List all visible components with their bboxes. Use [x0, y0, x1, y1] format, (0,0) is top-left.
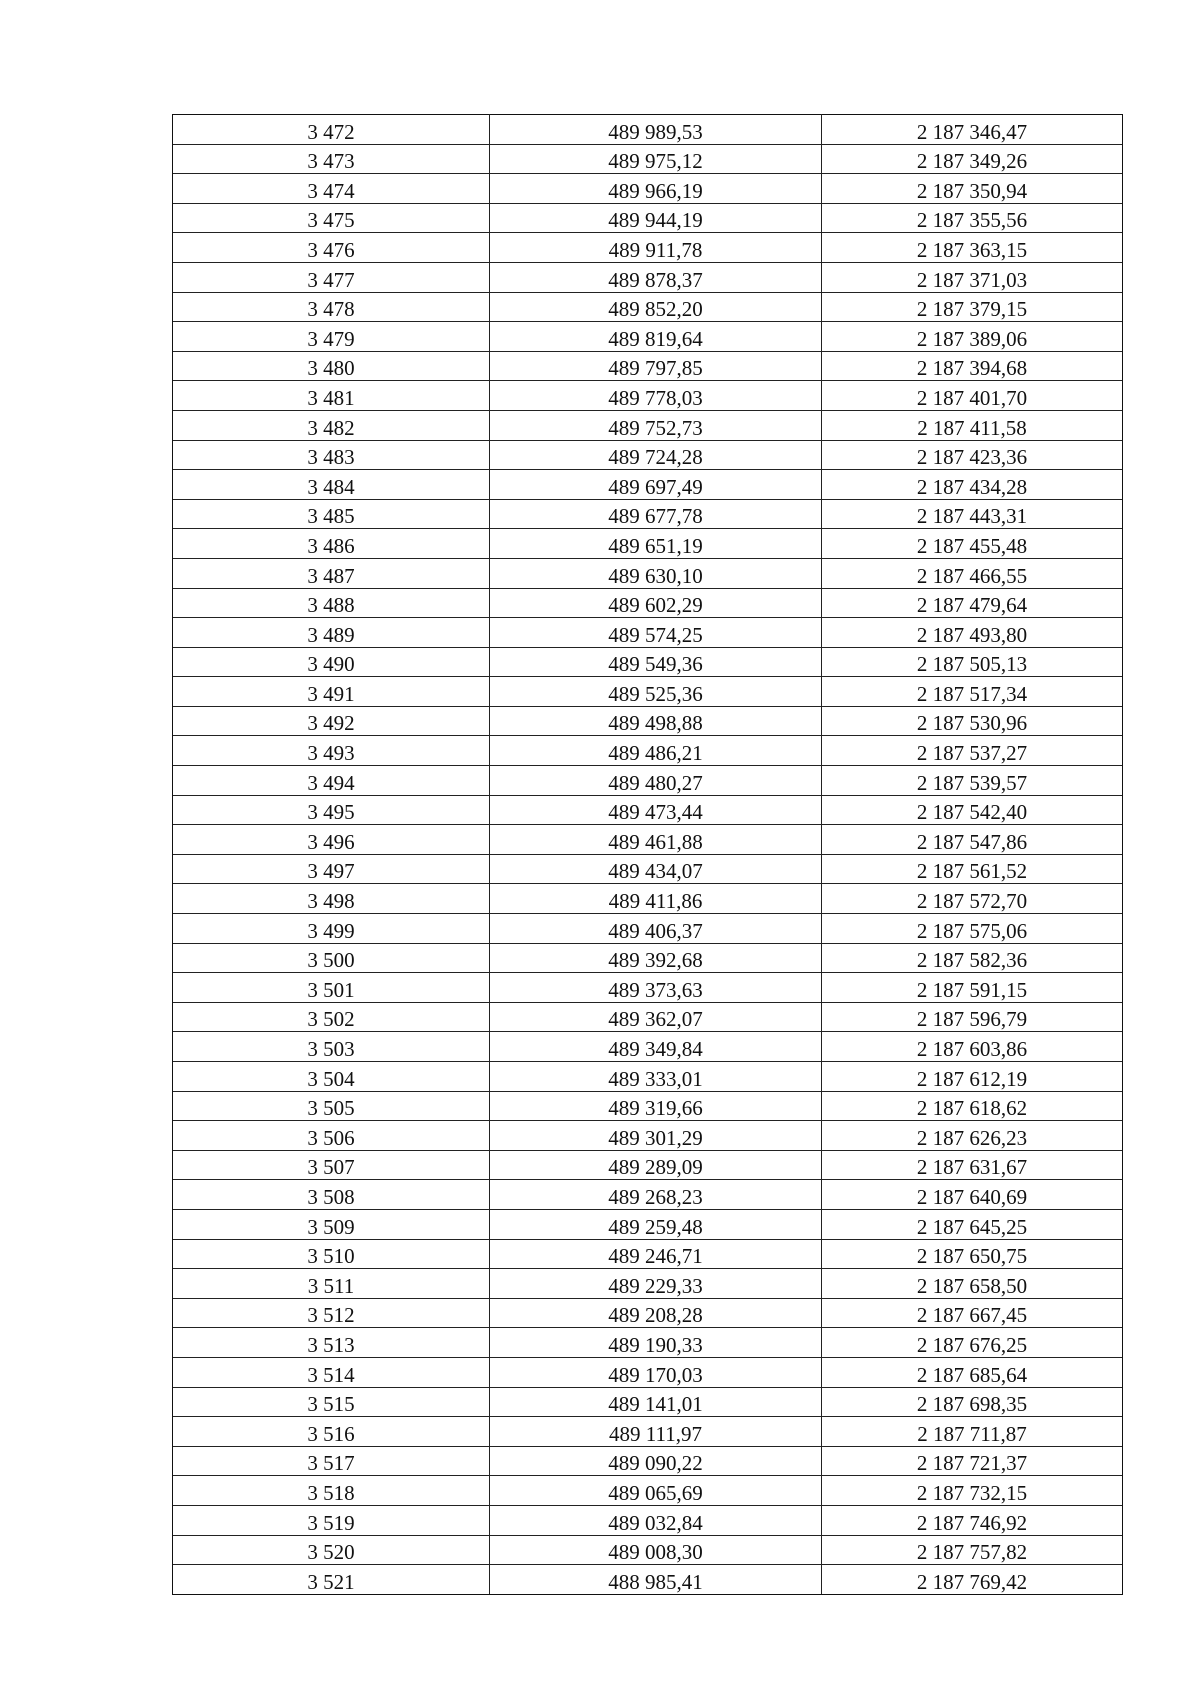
x-coordinate-cell: 489 486,21	[490, 736, 822, 766]
point-number-cell: 3 477	[173, 262, 490, 292]
y-coordinate-cell: 2 187 443,31	[822, 499, 1123, 529]
table-row	[173, 1150, 1123, 1180]
y-coordinate-cell: 2 187 650,75	[822, 1239, 1123, 1269]
x-coordinate-cell: 489 301,29	[490, 1121, 822, 1151]
table-row	[173, 1180, 1123, 1210]
table-row	[173, 943, 1123, 973]
x-coordinate-cell: 489 434,07	[490, 854, 822, 884]
table-row	[173, 381, 1123, 411]
point-number-cell: 3 474	[173, 174, 490, 204]
y-coordinate-cell: 2 187 363,15	[822, 233, 1123, 263]
table-row	[173, 322, 1123, 352]
y-coordinate-cell: 2 187 561,52	[822, 854, 1123, 884]
table-row	[173, 795, 1123, 825]
table-row	[173, 1002, 1123, 1032]
x-coordinate-cell: 489 819,64	[490, 322, 822, 352]
table-row	[173, 1357, 1123, 1387]
table-row	[173, 558, 1123, 588]
point-number-cell: 3 503	[173, 1032, 490, 1062]
x-coordinate-cell: 489 966,19	[490, 174, 822, 204]
y-coordinate-cell: 2 187 721,37	[822, 1446, 1123, 1476]
table-row	[173, 766, 1123, 796]
point-number-cell: 3 508	[173, 1180, 490, 1210]
coordinates-table-body	[173, 115, 1123, 1595]
x-coordinate-cell: 489 480,27	[490, 766, 822, 796]
y-coordinate-cell: 2 187 645,25	[822, 1209, 1123, 1239]
x-coordinate-cell: 489 333,01	[490, 1062, 822, 1092]
table-row	[173, 588, 1123, 618]
y-coordinate-cell: 2 187 732,15	[822, 1476, 1123, 1506]
table-row	[173, 144, 1123, 174]
y-coordinate-cell: 2 187 667,45	[822, 1298, 1123, 1328]
table-row	[173, 825, 1123, 855]
point-number-cell: 3 496	[173, 825, 490, 855]
point-number-cell: 3 487	[173, 558, 490, 588]
point-number-cell: 3 512	[173, 1298, 490, 1328]
x-coordinate-cell: 489 190,33	[490, 1328, 822, 1358]
point-number-cell: 3 517	[173, 1446, 490, 1476]
y-coordinate-cell: 2 187 379,15	[822, 292, 1123, 322]
point-number-cell: 3 515	[173, 1387, 490, 1417]
x-coordinate-cell: 489 008,30	[490, 1535, 822, 1565]
point-number-cell: 3 485	[173, 499, 490, 529]
point-number-cell: 3 494	[173, 766, 490, 796]
point-number-cell: 3 491	[173, 677, 490, 707]
y-coordinate-cell: 2 187 746,92	[822, 1505, 1123, 1535]
x-coordinate-cell: 489 797,85	[490, 351, 822, 381]
point-number-cell: 3 486	[173, 529, 490, 559]
x-coordinate-cell: 489 498,88	[490, 706, 822, 736]
x-coordinate-cell: 489 549,36	[490, 647, 822, 677]
table-row	[173, 440, 1123, 470]
point-number-cell: 3 475	[173, 203, 490, 233]
table-row	[173, 647, 1123, 677]
table-row	[173, 529, 1123, 559]
y-coordinate-cell: 2 187 455,48	[822, 529, 1123, 559]
x-coordinate-cell: 489 170,03	[490, 1357, 822, 1387]
table-row	[173, 1417, 1123, 1447]
x-coordinate-cell: 489 406,37	[490, 914, 822, 944]
x-coordinate-cell: 489 090,22	[490, 1446, 822, 1476]
x-coordinate-cell: 489 989,53	[490, 115, 822, 145]
y-coordinate-cell: 2 187 479,64	[822, 588, 1123, 618]
table-row	[173, 1062, 1123, 1092]
x-coordinate-cell: 489 373,63	[490, 973, 822, 1003]
table-row	[173, 914, 1123, 944]
x-coordinate-cell: 489 975,12	[490, 144, 822, 174]
x-coordinate-cell: 489 065,69	[490, 1476, 822, 1506]
table-row	[173, 1269, 1123, 1299]
y-coordinate-cell: 2 187 466,55	[822, 558, 1123, 588]
y-coordinate-cell: 2 187 355,56	[822, 203, 1123, 233]
point-number-cell: 3 479	[173, 322, 490, 352]
y-coordinate-cell: 2 187 757,82	[822, 1535, 1123, 1565]
x-coordinate-cell: 489 208,28	[490, 1298, 822, 1328]
point-number-cell: 3 489	[173, 618, 490, 648]
x-coordinate-cell: 489 349,84	[490, 1032, 822, 1062]
point-number-cell: 3 495	[173, 795, 490, 825]
x-coordinate-cell: 489 911,78	[490, 233, 822, 263]
x-coordinate-cell: 489 752,73	[490, 410, 822, 440]
point-number-cell: 3 484	[173, 470, 490, 500]
point-number-cell: 3 476	[173, 233, 490, 263]
table-row	[173, 1565, 1123, 1595]
x-coordinate-cell: 489 944,19	[490, 203, 822, 233]
table-row	[173, 1091, 1123, 1121]
point-number-cell: 3 499	[173, 914, 490, 944]
table-row	[173, 351, 1123, 381]
y-coordinate-cell: 2 187 401,70	[822, 381, 1123, 411]
y-coordinate-cell: 2 187 575,06	[822, 914, 1123, 944]
y-coordinate-cell: 2 187 603,86	[822, 1032, 1123, 1062]
point-number-cell: 3 510	[173, 1239, 490, 1269]
point-number-cell: 3 506	[173, 1121, 490, 1151]
y-coordinate-cell: 2 187 505,13	[822, 647, 1123, 677]
table-row	[173, 1121, 1123, 1151]
point-number-cell: 3 500	[173, 943, 490, 973]
x-coordinate-cell: 489 229,33	[490, 1269, 822, 1299]
point-number-cell: 3 516	[173, 1417, 490, 1447]
table-row	[173, 1505, 1123, 1535]
x-coordinate-cell: 489 141,01	[490, 1387, 822, 1417]
y-coordinate-cell: 2 187 640,69	[822, 1180, 1123, 1210]
x-coordinate-cell: 489 032,84	[490, 1505, 822, 1535]
x-coordinate-cell: 489 724,28	[490, 440, 822, 470]
point-number-cell: 3 507	[173, 1150, 490, 1180]
x-coordinate-cell: 489 392,68	[490, 943, 822, 973]
x-coordinate-cell: 489 602,29	[490, 588, 822, 618]
y-coordinate-cell: 2 187 612,19	[822, 1062, 1123, 1092]
y-coordinate-cell: 2 187 371,03	[822, 262, 1123, 292]
x-coordinate-cell: 489 461,88	[490, 825, 822, 855]
x-coordinate-cell: 489 574,25	[490, 618, 822, 648]
y-coordinate-cell: 2 187 517,34	[822, 677, 1123, 707]
table-row	[173, 1209, 1123, 1239]
x-coordinate-cell: 489 697,49	[490, 470, 822, 500]
x-coordinate-cell: 489 259,48	[490, 1209, 822, 1239]
table-row	[173, 499, 1123, 529]
x-coordinate-cell: 489 319,66	[490, 1091, 822, 1121]
table-row	[173, 1032, 1123, 1062]
y-coordinate-cell: 2 187 493,80	[822, 618, 1123, 648]
y-coordinate-cell: 2 187 711,87	[822, 1417, 1123, 1447]
table-row	[173, 470, 1123, 500]
table-row	[173, 973, 1123, 1003]
y-coordinate-cell: 2 187 530,96	[822, 706, 1123, 736]
x-coordinate-cell: 489 651,19	[490, 529, 822, 559]
point-number-cell: 3 505	[173, 1091, 490, 1121]
x-coordinate-cell: 489 473,44	[490, 795, 822, 825]
point-number-cell: 3 488	[173, 588, 490, 618]
y-coordinate-cell: 2 187 658,50	[822, 1269, 1123, 1299]
point-number-cell: 3 519	[173, 1505, 490, 1535]
y-coordinate-cell: 2 187 596,79	[822, 1002, 1123, 1032]
point-number-cell: 3 483	[173, 440, 490, 470]
point-number-cell: 3 509	[173, 1209, 490, 1239]
point-number-cell: 3 501	[173, 973, 490, 1003]
y-coordinate-cell: 2 187 539,57	[822, 766, 1123, 796]
point-number-cell: 3 511	[173, 1269, 490, 1299]
y-coordinate-cell: 2 187 537,27	[822, 736, 1123, 766]
x-coordinate-cell: 489 878,37	[490, 262, 822, 292]
point-number-cell: 3 481	[173, 381, 490, 411]
table-row	[173, 1328, 1123, 1358]
table-row	[173, 410, 1123, 440]
point-number-cell: 3 482	[173, 410, 490, 440]
table-row	[173, 174, 1123, 204]
table-row	[173, 1535, 1123, 1565]
table-row	[173, 233, 1123, 263]
table-row	[173, 1239, 1123, 1269]
y-coordinate-cell: 2 187 631,67	[822, 1150, 1123, 1180]
y-coordinate-cell: 2 187 349,26	[822, 144, 1123, 174]
y-coordinate-cell: 2 187 769,42	[822, 1565, 1123, 1595]
table-row	[173, 1387, 1123, 1417]
table-row	[173, 1446, 1123, 1476]
y-coordinate-cell: 2 187 591,15	[822, 973, 1123, 1003]
table-row	[173, 884, 1123, 914]
table-row	[173, 677, 1123, 707]
x-coordinate-cell: 489 677,78	[490, 499, 822, 529]
y-coordinate-cell: 2 187 346,47	[822, 115, 1123, 145]
point-number-cell: 3 502	[173, 1002, 490, 1032]
x-coordinate-cell: 489 289,09	[490, 1150, 822, 1180]
y-coordinate-cell: 2 187 394,68	[822, 351, 1123, 381]
table-row	[173, 203, 1123, 233]
x-coordinate-cell: 489 630,10	[490, 558, 822, 588]
x-coordinate-cell: 489 111,97	[490, 1417, 822, 1447]
y-coordinate-cell: 2 187 698,35	[822, 1387, 1123, 1417]
point-number-cell: 3 492	[173, 706, 490, 736]
table-row	[173, 292, 1123, 322]
table-row	[173, 706, 1123, 736]
x-coordinate-cell: 489 246,71	[490, 1239, 822, 1269]
point-number-cell: 3 473	[173, 144, 490, 174]
table-row	[173, 854, 1123, 884]
x-coordinate-cell: 488 985,41	[490, 1565, 822, 1595]
point-number-cell: 3 493	[173, 736, 490, 766]
table-row	[173, 618, 1123, 648]
y-coordinate-cell: 2 187 350,94	[822, 174, 1123, 204]
point-number-cell: 3 514	[173, 1357, 490, 1387]
point-number-cell: 3 472	[173, 115, 490, 145]
x-coordinate-cell: 489 362,07	[490, 1002, 822, 1032]
y-coordinate-cell: 2 187 411,58	[822, 410, 1123, 440]
y-coordinate-cell: 2 187 389,06	[822, 322, 1123, 352]
point-number-cell: 3 513	[173, 1328, 490, 1358]
y-coordinate-cell: 2 187 572,70	[822, 884, 1123, 914]
point-number-cell: 3 521	[173, 1565, 490, 1595]
table-row	[173, 1298, 1123, 1328]
x-coordinate-cell: 489 268,23	[490, 1180, 822, 1210]
point-number-cell: 3 520	[173, 1535, 490, 1565]
y-coordinate-cell: 2 187 434,28	[822, 470, 1123, 500]
table-row	[173, 736, 1123, 766]
point-number-cell: 3 498	[173, 884, 490, 914]
point-number-cell: 3 497	[173, 854, 490, 884]
table-row	[173, 1476, 1123, 1506]
y-coordinate-cell: 2 187 582,36	[822, 943, 1123, 973]
x-coordinate-cell: 489 525,36	[490, 677, 822, 707]
y-coordinate-cell: 2 187 542,40	[822, 795, 1123, 825]
point-number-cell: 3 518	[173, 1476, 490, 1506]
y-coordinate-cell: 2 187 626,23	[822, 1121, 1123, 1151]
y-coordinate-cell: 2 187 676,25	[822, 1328, 1123, 1358]
x-coordinate-cell: 489 778,03	[490, 381, 822, 411]
y-coordinate-cell: 2 187 423,36	[822, 440, 1123, 470]
point-number-cell: 3 480	[173, 351, 490, 381]
y-coordinate-cell: 2 187 685,64	[822, 1357, 1123, 1387]
point-number-cell: 3 504	[173, 1062, 490, 1092]
point-number-cell: 3 478	[173, 292, 490, 322]
table-row	[173, 115, 1123, 145]
y-coordinate-cell: 2 187 618,62	[822, 1091, 1123, 1121]
coordinates-table	[172, 114, 1123, 1595]
point-number-cell: 3 490	[173, 647, 490, 677]
y-coordinate-cell: 2 187 547,86	[822, 825, 1123, 855]
x-coordinate-cell: 489 411,86	[490, 884, 822, 914]
x-coordinate-cell: 489 852,20	[490, 292, 822, 322]
table-row	[173, 262, 1123, 292]
